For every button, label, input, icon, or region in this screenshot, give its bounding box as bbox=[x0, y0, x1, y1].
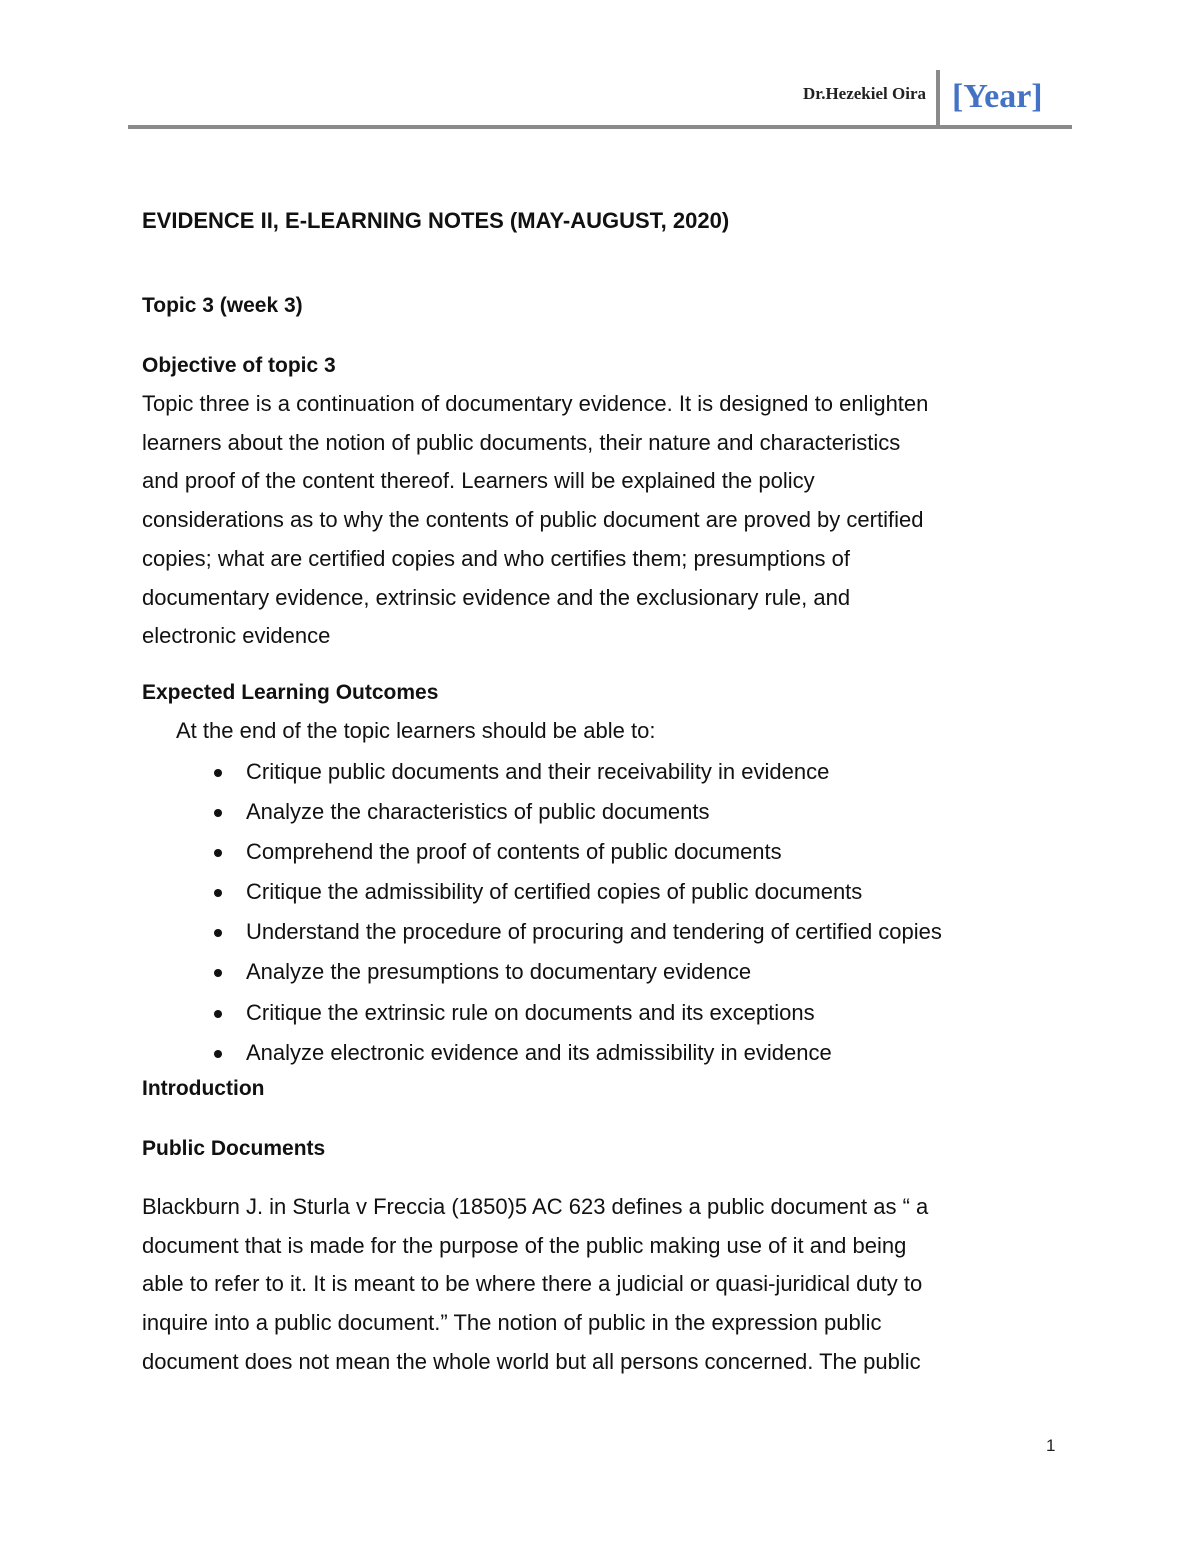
bullet-icon bbox=[214, 889, 222, 897]
list-item: Comprehend the proof of contents of public documents bbox=[142, 832, 1082, 872]
list-item: Understand the procedure of procuring and tendering of certified copies bbox=[142, 912, 1082, 952]
list-item: Analyze the characteristics of public documents bbox=[142, 792, 1082, 832]
bullet-icon bbox=[214, 969, 222, 977]
header-year: [Year] bbox=[952, 78, 1043, 115]
public-documents-heading: Public Documents bbox=[142, 1137, 326, 1160]
list-item: Analyze electronic evidence and its admissibility in evidence bbox=[142, 1033, 1082, 1073]
objective-line: Topic three is a continuation of documentary evidence. It is designed to enlighten bbox=[142, 391, 929, 416]
topic-heading: Topic 3 (week 3) bbox=[142, 294, 303, 317]
bullet-icon bbox=[214, 1050, 222, 1058]
bullet-icon bbox=[214, 769, 222, 777]
public-documents-line: document does not mean the whole world but all persons concerned. The public bbox=[142, 1348, 921, 1374]
objective-line: considerations as to why the contents of public document are proved by certified bbox=[142, 507, 924, 533]
bullet-icon bbox=[214, 809, 222, 817]
outcomes-list bbox=[142, 752, 1082, 1073]
list-item: Analyze the presumptions to documentary evidence bbox=[142, 952, 1082, 992]
page-number: 1 bbox=[1046, 1436, 1056, 1455]
list-item: Critique the extrinsic rule on documents and its exceptions bbox=[142, 993, 1082, 1033]
objective-line: copies; what are certified copies and who certifies them; presumptions of bbox=[142, 545, 851, 571]
list-item: Critique public documents and their receivability in evidence bbox=[142, 752, 1082, 792]
list-item: Critique the admissibility of certified copies of public documents bbox=[142, 872, 1082, 912]
document-title: EVIDENCE II, E-LEARNING NOTES (MAY-AUGUST, 2020) bbox=[142, 208, 730, 233]
objective-line: electronic evidence bbox=[142, 623, 331, 649]
public-documents-paragraph bbox=[142, 1188, 1062, 1382]
outcomes-intro: At the end of the topic learners should be able to: bbox=[176, 718, 656, 743]
objective-line: and proof of the content thereof. Learners will be explained the policy bbox=[142, 468, 815, 494]
header-divider bbox=[936, 70, 940, 128]
public-documents-line: able to refer to it. It is meant to be where there a judicial or quasi-juridical duty to bbox=[142, 1271, 923, 1297]
public-documents-line: Blackburn J. in Sturla v Freccia (1850)5 AC 623 defines a public document as “ a bbox=[142, 1194, 929, 1219]
bullet-icon bbox=[214, 849, 222, 857]
bullet-icon bbox=[214, 1010, 222, 1018]
outcomes-heading: Expected Learning Outcomes bbox=[142, 681, 439, 704]
objective-line: documentary evidence, extrinsic evidence and the exclusionary rule, and bbox=[142, 584, 851, 610]
introduction-heading: Introduction bbox=[142, 1077, 265, 1100]
objective-heading: Objective of topic 3 bbox=[142, 354, 336, 377]
bullet-icon bbox=[214, 929, 222, 937]
public-documents-line: document that is made for the purpose of the public making use of it and being bbox=[142, 1232, 907, 1258]
public-documents-line: inquire into a public document.” The notion of public in the expression public bbox=[142, 1310, 882, 1336]
header-author: Dr.Hezekiel Oira bbox=[802, 84, 926, 103]
objective-paragraph bbox=[142, 385, 1062, 656]
header-rule bbox=[128, 125, 1072, 129]
objective-line: learners about the notion of public documents, their nature and characteristics bbox=[142, 429, 901, 455]
